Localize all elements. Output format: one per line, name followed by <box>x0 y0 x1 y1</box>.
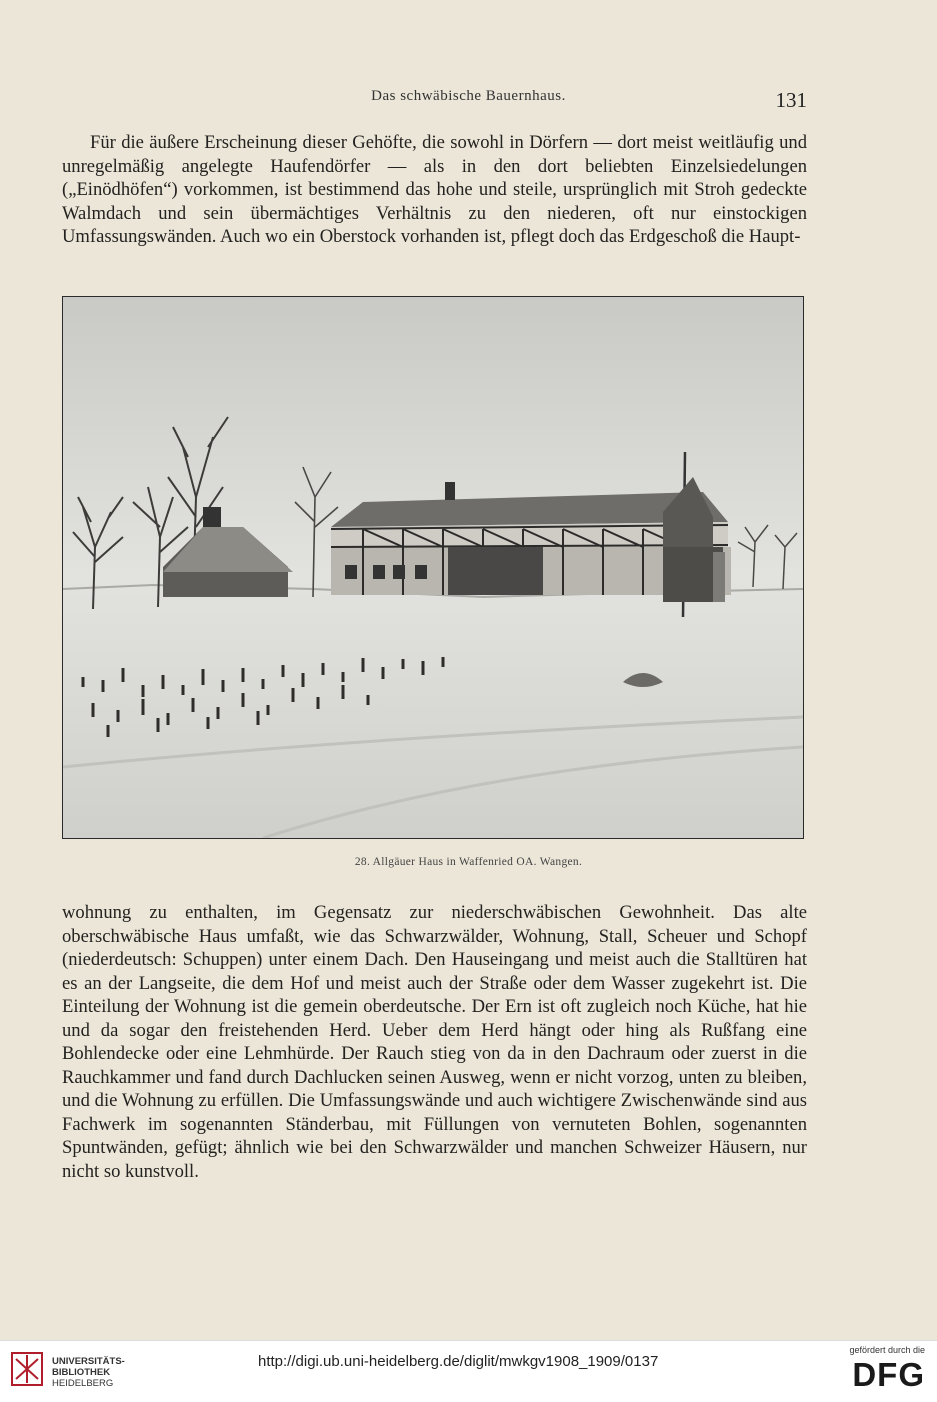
running-title: Das schwäbische Bauernhaus. <box>371 88 566 104</box>
page-number: 131 <box>775 88 807 112</box>
funder-block <box>825 1345 925 1393</box>
permalink-url[interactable]: http://digi.ub.uni-heidelberg.de/diglit/mwkgv1908_1909/0137 <box>258 1353 659 1370</box>
farmhouse-photo <box>63 297 803 838</box>
dfg-logo[interactable]: DFG <box>852 1356 925 1393</box>
library-line-2: BIBLIOTHEK <box>52 1367 111 1378</box>
funding-note: gefördert durch die <box>849 1345 925 1355</box>
figure-photograph <box>62 296 804 839</box>
university-library-logo[interactable] <box>10 1347 140 1397</box>
figure-caption: 28. Allgäuer Haus in Waffenried OA. Wangen. <box>354 856 583 868</box>
library-line-1: UNIVERSITÄTS- <box>52 1356 125 1367</box>
footer-bar <box>0 1340 937 1402</box>
library-line-3: HEIDELBERG <box>52 1378 114 1389</box>
library-emblem-icon <box>10 1349 44 1389</box>
body-paragraph-1: Für die äußere Erscheinung dieser Gehöfte, die sowohl in Dörfern — dort meist weitläufig und unregelmäßig angelegte Haufendörfer — als in den dort beliebten Einzelsiedelungen („Einödhöfen“) vorkommen, ist bestimmend das hohe und steile, ursprünglich mit Stroh gedeckte Walmdach und sein übermächtiges Verhältnis zu den niederen, oft nur einstockigen Umfassungswänden. Auch wo ein Oberstock vorhanden ist, pflegt doch das Erdgeschoß die Haupt- <box>62 132 807 247</box>
body-paragraph-2: wohnung zu enthalten, im Gegensatz zur niederschwäbischen Gewohnheit. Das alte oberschwäbische Haus umfaßt, wie das Schwarzwälder, Wohnung, Stall, Scheuer und Schopf (niederdeutsch: Schuppen) unter einem Dach. Den Hauseingang und meist auch die Stalltüren hat es an der Langseite, die dem Hof und meist auch der Straße oder dem Wasser zugekehrt ist. Die Einteilung der Wohnung ist die gemein oberdeutsche. Der Ern ist oft zugleich noch Küche, hat hie und da sogar den freistehenden Herd. Ueber dem Herd hängt oder hing als Rußfang eine Bohlendecke oder eine Lehmhürde. Der Rauch stieg von da in den Dachraum oder zuerst in die Rauchkammer und fand durch Dachlucken seinen Ausweg, wenn er nicht vorzog, unten zu bleiben, und die Wohnung zu erfüllen. Die Umfassungswände und auch wichtigere Zwischenwände sind aus Fachwerk im sogenannten Ständerbau, mit Füllungen von vernuteten Bohlen, sogenannten Spuntwänden, gefügt; ähnlich wie bei den Schwarzwälder und manchen Schweizer Häusern, nur nicht so kunstvoll. <box>62 902 807 1182</box>
